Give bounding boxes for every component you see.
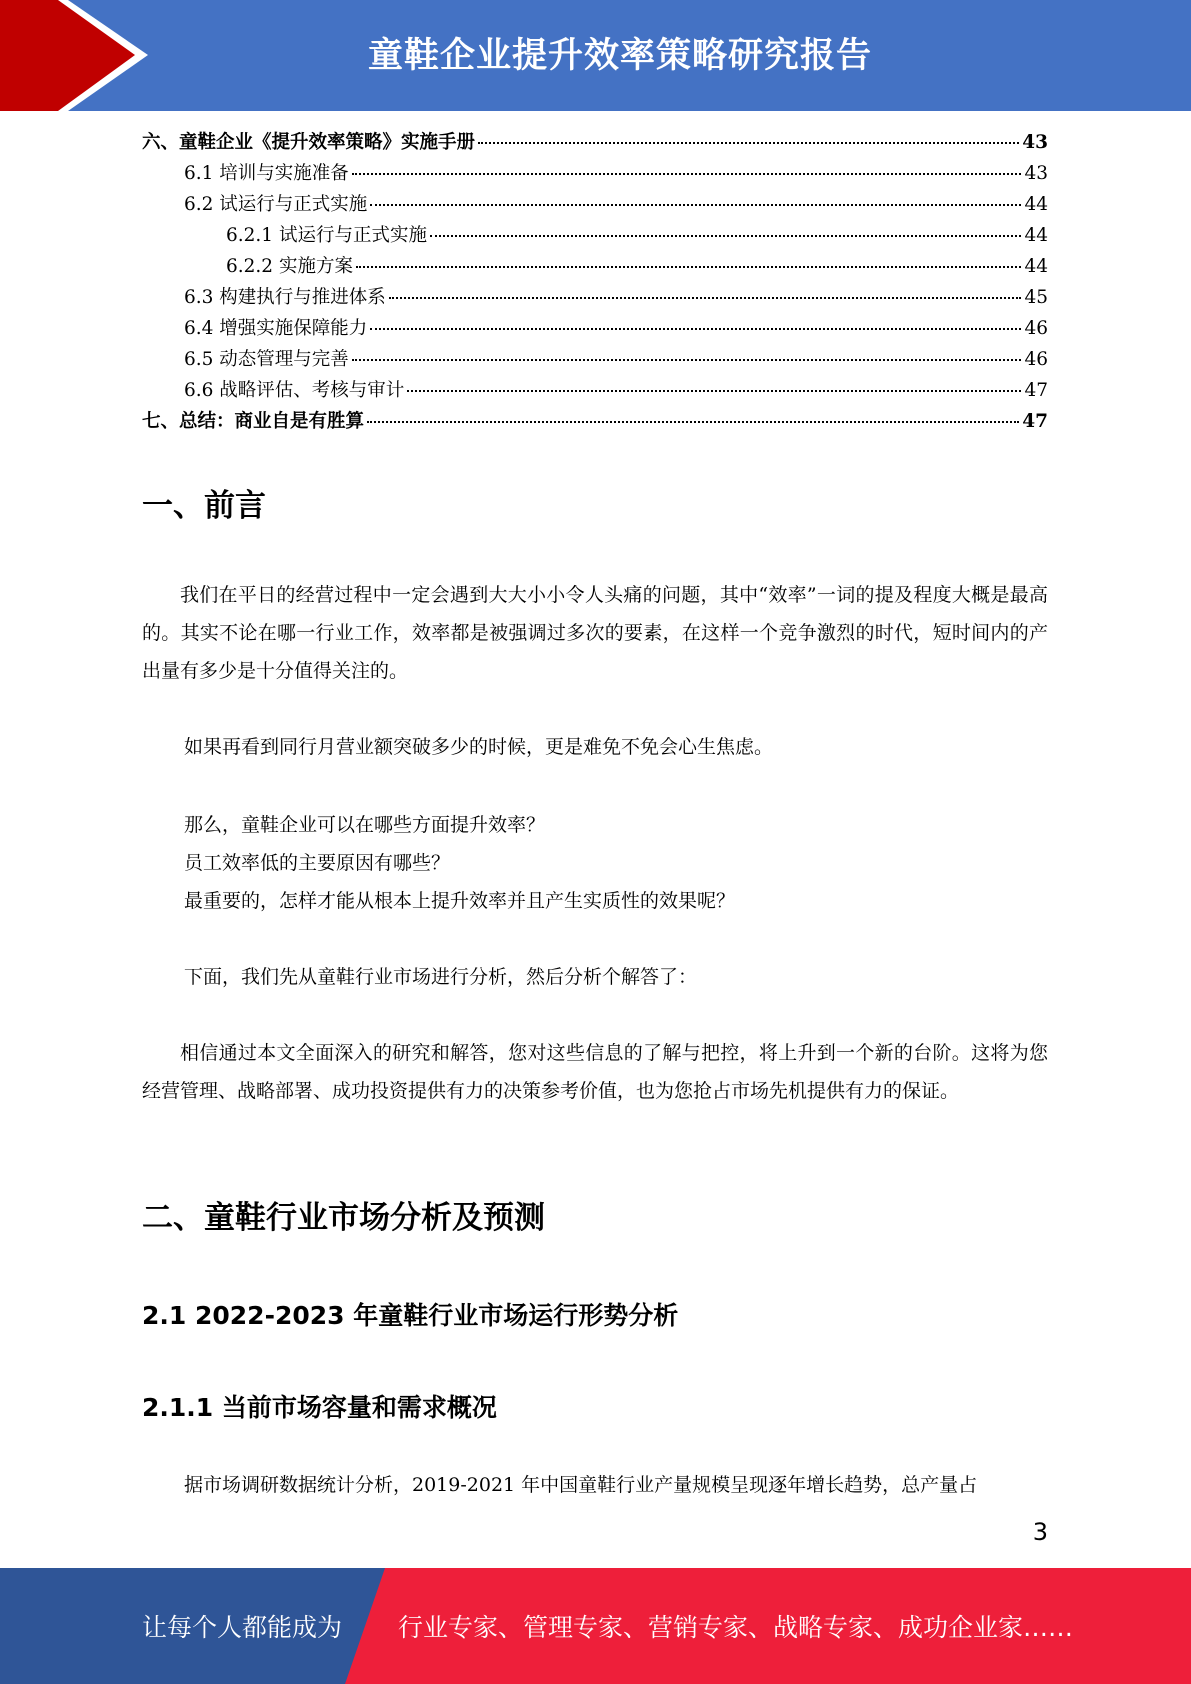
header-arrow-decoration [0, 0, 160, 111]
preface-paragraph-2: 如果再看到同行月营业额突破多少的时候，更是难免不免会心生焦虑。 [184, 736, 774, 758]
page-number: 3 [1032, 1518, 1048, 1546]
toc-leader-dots [370, 328, 1021, 330]
footer-slogan-right: 行业专家、管理专家、营销专家、战略专家、成功企业家…… [398, 1613, 1074, 1642]
toc-entry-label: 6.2 试运行与正式实施 [184, 194, 368, 215]
toc-leader-dots [430, 235, 1021, 237]
toc-entry[interactable] [142, 159, 1048, 190]
preface-question-1: 那么，童鞋企业可以在哪些方面提升效率？ [184, 814, 546, 836]
section-heading-preface: 一、前言 [142, 488, 266, 524]
footer-slogan-left: 让每个人都能成为 [142, 1613, 343, 1642]
preface-paragraph-1: 我们在平日的经营过程中一定会遇到大大小小令人头痛的问题，其中“效率”一词的提及程度大概是最高的。其实不论在哪一行业工作，效率都是被强调过多次的要素，在这样一个竞争激烈的时代，短时间内的产出量有多少是十分值得关注的。 [142, 584, 1048, 682]
preface-paragraph-3: 下面，我们先从童鞋行业市场进行分析，然后分析个解答了： [184, 966, 698, 988]
preface-question-3: 最重要的，怎样才能从根本上提升效率并且产生实质性的效果呢？ [184, 890, 736, 912]
toc-entry-page: 43 [1022, 132, 1048, 153]
toc-entry-page: 43 [1024, 163, 1048, 184]
header-title: 童鞋企业提升效率策略研究报告 [367, 36, 872, 76]
toc-leader-dots [407, 390, 1021, 392]
toc-leader-dots [367, 421, 1019, 423]
toc-entry-page: 45 [1024, 287, 1048, 308]
toc-entry-label: 6.6 战略评估、考核与审计 [184, 380, 405, 401]
market-paragraph-1: 据市场调研数据统计分析，2019-2021 年中国童鞋行业产量规模呈现逐年增长趋势，总产量占 [184, 1474, 978, 1496]
preface-question-2: 员工效率低的主要原因有哪些？ [184, 852, 451, 874]
toc-entry[interactable] [142, 283, 1048, 314]
toc-entry[interactable] [142, 314, 1048, 345]
toc-leader-dots [352, 359, 1022, 361]
toc-entry-label: 6.1 培训与实施准备 [184, 163, 349, 184]
toc-entry-label: 6.2.1 试运行与正式实施 [226, 225, 427, 246]
toc-entry-page: 46 [1024, 349, 1048, 370]
toc-entry-label: 6.5 动态管理与完善 [184, 349, 349, 370]
toc-entry-label: 6.4 增强实施保障能力 [184, 318, 368, 339]
toc-entry-page: 44 [1024, 256, 1048, 277]
toc-leader-dots [478, 142, 1019, 144]
toc-leader-dots [352, 173, 1022, 175]
toc-entry-label: 6.2.2 实施方案 [226, 256, 353, 277]
toc-entry[interactable] [142, 345, 1048, 376]
toc-entry[interactable] [142, 376, 1048, 407]
toc-entry-label: 七、总结：商业自是有胜算 [142, 411, 365, 432]
page-header [0, 0, 1191, 111]
toc-entry-page: 47 [1024, 380, 1048, 401]
toc-entry[interactable] [142, 221, 1048, 252]
toc-leader-dots [389, 297, 1022, 299]
subsection-heading-2-1: 2.1 2022-2023 年童鞋行业市场运行形势分析 [142, 1301, 679, 1330]
toc-entry-page: 46 [1024, 318, 1048, 339]
section-heading-market-analysis: 二、童鞋行业市场分析及预测 [142, 1200, 545, 1236]
toc-entry[interactable] [142, 252, 1048, 283]
toc-entry-label: 六、童鞋企业《提升效率策略》实施手册 [142, 132, 476, 153]
toc-entry[interactable] [142, 128, 1048, 159]
toc-leader-dots [356, 266, 1022, 268]
toc-entry-page: 47 [1022, 411, 1048, 432]
toc-entry-page: 44 [1024, 194, 1048, 215]
toc-entry[interactable] [142, 190, 1048, 221]
table-of-contents [142, 128, 1048, 438]
subsection-heading-2-1-1: 2.1.1 当前市场容量和需求概况 [142, 1393, 497, 1422]
toc-entry[interactable] [142, 407, 1048, 438]
toc-entry-label: 6.3 构建执行与推进体系 [184, 287, 386, 308]
toc-leader-dots [370, 204, 1021, 206]
page-footer [0, 1568, 1191, 1684]
toc-entry-page: 44 [1024, 225, 1048, 246]
preface-paragraph-4: 相信通过本文全面深入的研究和解答，您对这些信息的了解与把控，将上升到一个新的台阶。这将为您经营管理、战略部署、成功投资提供有力的决策参考价值，也为您抢占市场先机提供有力的保证。 [142, 1042, 1048, 1102]
